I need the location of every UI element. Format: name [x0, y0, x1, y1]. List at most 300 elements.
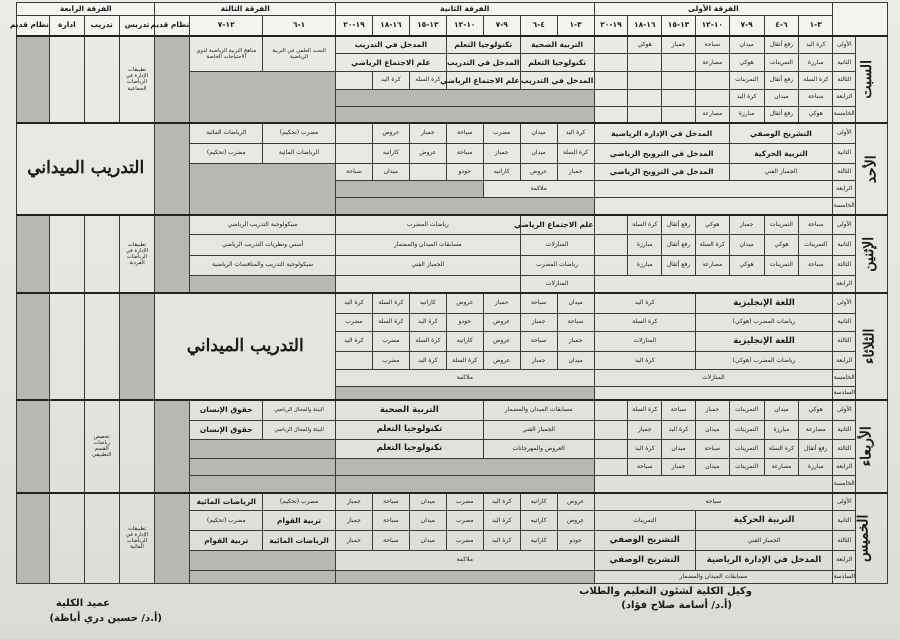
- course-cell: البيئة والمجال الرياضي: [263, 420, 336, 439]
- cell: كرة اليد: [628, 439, 662, 458]
- cell: [594, 181, 833, 198]
- period: الثالثة: [833, 72, 856, 89]
- tue-row-1: [17, 293, 888, 313]
- cell: كاراتيه: [409, 293, 446, 313]
- cell: كرة السلة: [372, 293, 409, 313]
- cell: جمباز: [520, 313, 557, 331]
- cell: الرياضات المائية: [263, 143, 336, 163]
- cell: ميدان: [520, 123, 557, 143]
- cell: مسابقات الميدان والمضمار: [594, 570, 833, 583]
- cell: التمرينات: [729, 439, 764, 458]
- course-cell: علم الاجتماع الرياضي: [335, 54, 446, 72]
- cell: كاراتيه: [520, 493, 557, 511]
- cell: [594, 275, 833, 293]
- dean-title: عميد الكلية: [55, 598, 110, 609]
- cell: كاراتيه: [520, 511, 557, 531]
- shaded-cell: [17, 293, 50, 400]
- year-header-row: [17, 3, 888, 16]
- cell: مضرب: [372, 332, 409, 352]
- cell: سباحة: [520, 293, 557, 313]
- cell: [409, 164, 446, 181]
- shaded-cell: [17, 215, 50, 293]
- cell: المنازلات: [520, 235, 594, 255]
- cell: التمرينات: [764, 215, 799, 235]
- cell: [335, 143, 372, 163]
- field-training-sunday: التدريب الميداني: [17, 123, 155, 215]
- course-cell: علم الاجتماع الرياضي: [446, 72, 520, 89]
- cell: [594, 215, 628, 235]
- cell: عروض: [409, 143, 446, 163]
- cell: رفع أثقال: [662, 215, 696, 235]
- cell: مبارزة: [628, 255, 662, 275]
- cell: سباحة: [446, 123, 483, 143]
- cell: كرة اليد: [409, 313, 446, 331]
- sec3-1: ١-٦: [263, 16, 336, 36]
- cell: مضرب: [483, 123, 520, 143]
- cell: ميدان: [662, 439, 696, 458]
- cell: [594, 89, 628, 106]
- cell: هوكي: [799, 106, 833, 123]
- period: الثالثة: [833, 439, 856, 458]
- cell: [662, 54, 696, 72]
- cell: جمباز: [483, 293, 520, 313]
- cell: كرة السلة: [446, 352, 483, 370]
- cell: جودو: [446, 164, 483, 181]
- course-cell: تكنولوجيا التعلم: [520, 54, 594, 72]
- course-cell: تطبيقات الإدارة في الرياضات الجماعية: [119, 36, 155, 124]
- cell: كرة اليد: [335, 332, 372, 352]
- cell: جمباز: [335, 511, 372, 531]
- cell: جمباز: [662, 458, 696, 475]
- course-cell: التربية الحركية: [729, 143, 832, 163]
- cell: جمباز: [409, 123, 446, 143]
- course-cell: التشريح الوصفي: [594, 551, 695, 570]
- cell: المنازلات: [594, 370, 833, 387]
- cell: كرة اليد: [662, 420, 696, 439]
- period: الخامسة: [833, 198, 856, 215]
- cell: [594, 400, 628, 420]
- sec3-2: ١٢-٧: [190, 16, 263, 36]
- cell: ملاكمة: [335, 370, 594, 387]
- period: الثالثة: [833, 164, 856, 181]
- cell: كرة اليد: [729, 89, 764, 106]
- course-cell: البيئة والمجال الرياضي: [263, 400, 336, 420]
- cell: مصارعة: [695, 54, 729, 72]
- course-cell: التربية الصحية: [520, 36, 594, 54]
- cell: [49, 493, 84, 584]
- cell: التمرينات: [729, 72, 764, 89]
- sec1-1: ٣-١: [799, 16, 833, 36]
- period: الأولى: [833, 493, 856, 511]
- course-cell: المدخل في الترويح الرياضي: [594, 143, 729, 163]
- shaded-cell: [190, 475, 336, 492]
- shaded-cell: [17, 493, 50, 584]
- cell: [628, 72, 662, 89]
- period: الرابعة: [833, 89, 856, 106]
- period: الأولى: [833, 36, 856, 54]
- cell: هوكي: [729, 255, 764, 275]
- period: السادسة: [833, 387, 856, 400]
- cell: سباحة: [446, 143, 483, 163]
- sec2-2: ٤-٦: [520, 16, 557, 36]
- cell: التمرينات: [594, 511, 695, 531]
- course-cell: المدخل في الترويح الرياضي: [594, 164, 729, 181]
- course-cell: تطبيقات الإدارة في الرياضات المائية: [119, 493, 155, 584]
- cell: أسس ونظريات التدريب الرياضي: [190, 235, 336, 255]
- dean-name: (أ.د/ حسين دري أباظة): [49, 613, 162, 624]
- cell: [594, 255, 628, 275]
- cell: [594, 458, 628, 475]
- course-cell: التشريح الوصفي: [729, 123, 832, 143]
- corner-cell: [833, 3, 888, 36]
- cell: كاراتيه: [372, 143, 409, 163]
- cell: جمباز: [483, 143, 520, 163]
- course-cell: الرياضات المائية: [263, 531, 336, 551]
- cell: [335, 275, 520, 293]
- cell: رياضات المضرب (هوكي): [695, 352, 832, 370]
- shaded-cell: [155, 493, 190, 584]
- cell: مضرب: [335, 313, 372, 331]
- cell: ميدان: [764, 89, 799, 106]
- cell: كرة السلة: [628, 215, 662, 235]
- course-cell: تطبيقات الإدارة في الرياضات الفردية: [119, 215, 155, 293]
- cell: كرة اليد: [594, 293, 695, 313]
- cell: عروض: [483, 352, 520, 370]
- shaded-cell: [335, 106, 594, 123]
- period: الثالثة: [833, 332, 856, 352]
- wed-row-1: [17, 400, 888, 420]
- day-sunday: الأحد: [856, 123, 888, 215]
- sec2-6: ١٦-١٨: [372, 16, 409, 36]
- day-tuesday: الثلاثاء: [856, 293, 888, 400]
- period: الرابعة: [833, 181, 856, 198]
- sec2-5: ١٣-١٥: [409, 16, 446, 36]
- period: الخامسة: [833, 370, 856, 387]
- cell: رفع أثقال: [799, 439, 833, 458]
- course-cell: الرياضات المائية: [190, 493, 263, 511]
- course-cell: حقوق الإنسان: [190, 400, 263, 420]
- cell: كاراتيه: [483, 164, 520, 181]
- period: الثالثة: [833, 531, 856, 551]
- cell: المنازلات: [594, 332, 695, 352]
- sec1-4: ١٠-١٢: [695, 16, 729, 36]
- cell: [662, 72, 696, 89]
- cell: [335, 72, 372, 89]
- course-cell: التربية الحركية: [695, 511, 832, 531]
- cell: [594, 439, 628, 458]
- sec1-2: ٦-٤: [764, 16, 799, 36]
- cell: مبارزة: [628, 235, 662, 255]
- cell: جمباز: [695, 400, 729, 420]
- shaded-cell: [155, 123, 190, 215]
- cell: كرة اليد: [409, 352, 446, 370]
- cell: مضرب (تحكيم): [190, 511, 263, 531]
- cell: مضرب: [372, 352, 409, 370]
- cell: الجمباز الفني: [729, 164, 832, 181]
- shaded-cell: [335, 570, 594, 583]
- cell: مضرب (تحكيم): [263, 493, 336, 511]
- cell: سباحة: [799, 89, 833, 106]
- cell: مسابقات الميدان والمضمار: [483, 400, 594, 420]
- sun-row-1: [17, 123, 888, 143]
- shaded-cell: [155, 400, 190, 493]
- signature-footer: [0, 586, 900, 639]
- sat-row-1: [17, 36, 888, 54]
- cell: ميدان: [409, 493, 446, 511]
- sec4-teach: تدريس: [119, 16, 155, 36]
- cell: جمباز: [335, 493, 372, 511]
- sec4-old: نظام قديم: [17, 16, 50, 36]
- cell: جمباز: [335, 531, 372, 551]
- shaded-cell: [190, 570, 336, 583]
- course-cell: المدخل في التدريب: [446, 54, 520, 72]
- cell: عروض: [446, 293, 483, 313]
- cell: [594, 36, 628, 54]
- shaded-cell: [17, 36, 50, 124]
- cell: هوكي: [628, 36, 662, 54]
- day-monday: الإثنين: [856, 215, 888, 293]
- shaded-cell: [190, 439, 336, 458]
- cell: كاراتيه: [446, 332, 483, 352]
- cell: مسابقات الميدان والمضمار: [335, 235, 520, 255]
- shaded-cell: [190, 72, 336, 123]
- cell: كاراتيه: [520, 531, 557, 551]
- cell: [628, 89, 662, 106]
- year1-header: الفرقة الأولى: [594, 3, 833, 16]
- cell: مصارعة: [695, 255, 729, 275]
- period: الثانية: [833, 420, 856, 439]
- sec4-admin: ادارة: [49, 16, 84, 36]
- thu-row-1: [17, 493, 888, 511]
- sec2-7: ١٩-٢٠: [335, 16, 372, 36]
- sec1-7: ١٩-٢٠: [594, 16, 628, 36]
- cell: [594, 72, 628, 89]
- cell: مبارزة: [799, 458, 833, 475]
- period: الأولى: [833, 215, 856, 235]
- shaded-cell: [17, 400, 50, 493]
- cell: عروض: [557, 511, 594, 531]
- cell: كرة السلة: [695, 235, 729, 255]
- cell: هوكي: [695, 215, 729, 235]
- cell: سباحة: [662, 400, 696, 420]
- cell: ميدان: [409, 531, 446, 551]
- cell: [695, 89, 729, 106]
- cell: ميدان: [557, 293, 594, 313]
- cell: [628, 54, 662, 72]
- cell: [695, 72, 729, 89]
- sec3-old: نظام قديم: [155, 16, 190, 36]
- field-training-tuesday: التدريب الميداني: [155, 293, 336, 400]
- cell: رياضات المضرب (هوكي): [695, 313, 832, 331]
- cell: المنازلات: [520, 275, 594, 293]
- cell: الرياضات المائية: [190, 123, 263, 143]
- cell: التمرينات: [764, 255, 799, 275]
- cell: ملاكمة: [483, 181, 594, 198]
- cell: [119, 400, 155, 493]
- period: الرابعة: [833, 275, 856, 293]
- course-cell: التربية الصحية: [335, 400, 483, 420]
- cell: سباحة: [799, 215, 833, 235]
- shaded-cell: [335, 458, 594, 475]
- cell: عروض: [483, 332, 520, 352]
- cell: مبارزة: [799, 54, 833, 72]
- shaded-cell: [190, 551, 336, 570]
- cell: الجمباز الفني: [483, 420, 594, 439]
- cell: ميدان: [695, 458, 729, 475]
- period: الخامسة: [833, 106, 856, 123]
- cell: ميدان: [695, 420, 729, 439]
- cell: سباحة: [695, 439, 729, 458]
- cell: سباحة: [520, 332, 557, 352]
- cell: كرة السلة: [372, 313, 409, 331]
- period: الرابعة: [833, 551, 856, 570]
- cell: [84, 293, 119, 400]
- cell: ميدان: [409, 511, 446, 531]
- cell: جمباز: [557, 164, 594, 181]
- sec2-3: ٩-٧: [483, 16, 520, 36]
- course-cell: المدخل في الإدارة الرياضية: [695, 551, 832, 570]
- course-cell: المدخل في الإدارة الرياضية: [594, 123, 729, 143]
- cell: كرة اليد: [335, 293, 372, 313]
- cell: جمباز: [628, 420, 662, 439]
- shaded-cell: [335, 198, 594, 215]
- cell: مضرب (تحكيم): [190, 143, 263, 163]
- cell: جمباز: [520, 352, 557, 370]
- cell: كرة السلة: [409, 332, 446, 352]
- period: الأولى: [833, 123, 856, 143]
- cell: مصارعة: [695, 106, 729, 123]
- course-cell: تربية القوام: [190, 531, 263, 551]
- cell: ميدان: [557, 352, 594, 370]
- shaded-cell: [190, 164, 336, 215]
- cell: رفع أثقال: [764, 106, 799, 123]
- period: الرابعة: [833, 458, 856, 475]
- shaded-cell: [335, 475, 594, 492]
- cell: ميدان: [520, 143, 557, 163]
- cell: [628, 106, 662, 123]
- section-header-row: [17, 16, 888, 36]
- cell: جودو: [557, 531, 594, 551]
- course-cell: تخصص رياضات القسم التطبيقي: [84, 400, 119, 493]
- period: الثانية: [833, 235, 856, 255]
- cell: ميدان: [372, 164, 409, 181]
- cell: جودو: [446, 313, 483, 331]
- course-cell: المدخل في التدريب: [335, 36, 446, 54]
- sec1-3: ٩-٧: [729, 16, 764, 36]
- cell: [84, 36, 119, 124]
- cell: [49, 400, 84, 493]
- period: الثالثة: [833, 255, 856, 275]
- course-cell: تربية القوام: [263, 511, 336, 531]
- period: الثانية: [833, 511, 856, 531]
- cell: مضرب (تحكيم): [263, 123, 336, 143]
- day-wednesday: الأربعاء: [856, 400, 888, 493]
- cell: رفع أثقال: [764, 36, 799, 54]
- cell: العروض والمهرجانات: [483, 439, 594, 458]
- cell: ميدان: [729, 36, 764, 54]
- cell: سباحة: [628, 458, 662, 475]
- cell: كرة اليد: [483, 511, 520, 531]
- year4-header: الفرقة الرابعة: [17, 3, 155, 16]
- cell: مضرب: [446, 531, 483, 551]
- cell: كرة السلة: [557, 143, 594, 163]
- cell: مبارزة: [764, 420, 799, 439]
- year2-header: الفرقة الثانية: [335, 3, 594, 16]
- course-cell: اللغة الإنجليزية: [695, 293, 832, 313]
- shaded-cell: [155, 215, 190, 293]
- sec1-6: ١٦-١٨: [628, 16, 662, 36]
- cell: سباحة: [799, 255, 833, 275]
- mon-row-1: [17, 215, 888, 235]
- vice-dean-title: وكيل الكلية لشئون التعليم والطلاب: [579, 586, 752, 597]
- cell: رياضات المضرب: [520, 255, 594, 275]
- cell: عروض: [557, 493, 594, 511]
- sec1-5: ١٣-١٥: [662, 16, 696, 36]
- shaded-cell: [155, 36, 190, 124]
- course-cell: المدخل في التدريب: [520, 72, 594, 89]
- sec2-1: ٣-١: [557, 16, 594, 36]
- cell: ميدان: [764, 400, 799, 420]
- course-cell: اللغة الإنجليزية: [695, 332, 832, 352]
- cell: [84, 493, 119, 584]
- cell: التمرينات: [729, 400, 764, 420]
- cell: [594, 235, 628, 255]
- cell: كرة اليد: [483, 531, 520, 551]
- course-cell: علم الاجتماع الرياضي: [520, 215, 594, 235]
- cell: [662, 89, 696, 106]
- cell: مصارعة: [764, 458, 799, 475]
- cell: التمرينات: [764, 54, 799, 72]
- cell: سباحة: [557, 313, 594, 331]
- cell: [335, 123, 372, 143]
- cell: كرة اليد: [594, 352, 695, 370]
- period: الرابعة: [833, 352, 856, 370]
- period: الأولى: [833, 400, 856, 420]
- course-cell: تكنولوجيا التعلم: [335, 439, 483, 458]
- shaded-cell: [190, 275, 336, 293]
- cell: كرة السلة: [409, 72, 446, 89]
- cell: التمرينات: [729, 420, 764, 439]
- period: الثانية: [833, 143, 856, 163]
- cell: [335, 352, 372, 370]
- cell: كرة السلة: [764, 439, 799, 458]
- cell: [49, 215, 84, 293]
- course-cell: تكنولوجيا التعلم: [335, 420, 483, 439]
- cell: مضرب: [446, 511, 483, 531]
- cell: سباحة: [372, 511, 409, 531]
- cell: كرة اليد: [372, 72, 409, 89]
- cell: رفع أثقال: [764, 72, 799, 89]
- cell: [594, 106, 628, 123]
- cell: جمباز: [729, 215, 764, 235]
- cell: كرة السلة: [628, 400, 662, 420]
- cell: [662, 106, 696, 123]
- course-cell: مناهج التربية الرياضية لذوي الاحتياجات الخاصة: [190, 36, 263, 72]
- cell: [594, 198, 833, 215]
- cell: جمباز: [662, 36, 696, 54]
- cell: [84, 215, 119, 293]
- cell: ميدان: [729, 235, 764, 255]
- cell: سباحة: [594, 493, 833, 511]
- timetable-grid: [9, 2, 888, 584]
- cell: عروض: [483, 313, 520, 331]
- course-cell: التشريح الوصفي: [594, 531, 695, 551]
- course-cell: تكنولوجيا التعلم: [446, 36, 520, 54]
- cell: هوكي: [799, 400, 833, 420]
- cell: كرة اليد: [483, 493, 520, 511]
- period: الأولى: [833, 293, 856, 313]
- cell: كرة اليد: [799, 36, 833, 54]
